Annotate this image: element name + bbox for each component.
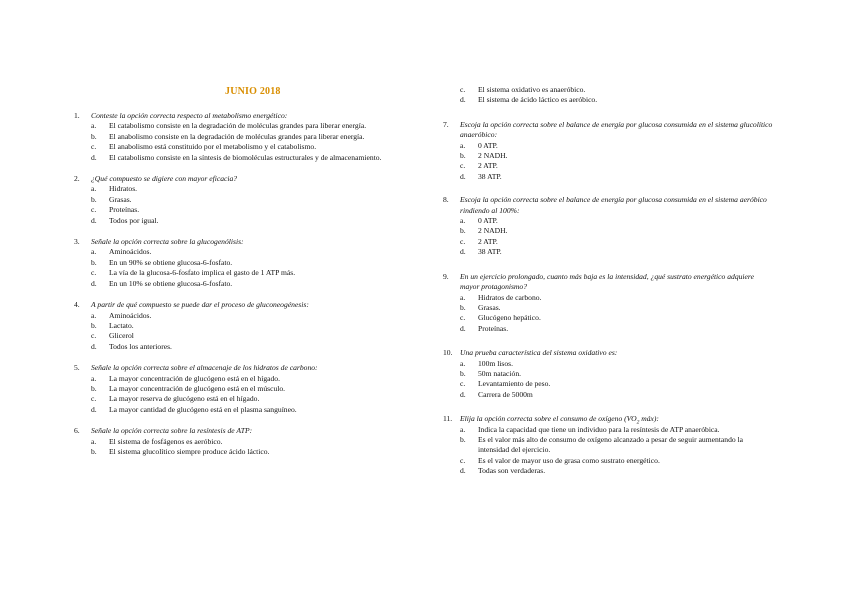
question-number: 11. (443, 414, 453, 424)
question-text: Conteste la opción correcta respecto al metabolismo energético: (91, 111, 288, 120)
option-text: El catabolismo consiste en la degradación de moléculas grandes para liberar energía. (109, 121, 367, 131)
option-text: La mayor reserva de glucógeno está en el hígado. (109, 394, 260, 404)
option-text: Lactato. (109, 320, 134, 330)
option-c (74, 331, 402, 341)
question-6-continued (443, 85, 773, 106)
option-letter: c. (460, 236, 466, 246)
option-text: Proteínas. (109, 205, 140, 215)
option-b (443, 226, 773, 236)
option-text: Todas son verdaderas. (478, 466, 546, 476)
option-letter: d. (460, 389, 466, 399)
question-number: 6. (74, 426, 80, 436)
option-letter: c. (91, 268, 97, 278)
option-b (443, 435, 773, 456)
option-d (443, 247, 773, 257)
option-letter: a. (91, 373, 97, 383)
option-text: 38 ATP. (478, 247, 502, 257)
option-letter: a. (460, 424, 466, 434)
option-letter: c. (91, 331, 97, 341)
option-text: Hidratos de carbono. (478, 292, 542, 302)
option-letter: b. (91, 320, 97, 330)
option-letter: a. (460, 216, 466, 226)
option-d (443, 324, 773, 334)
option-text: Indica la capacidad que tiene un individuo para la resíntesis de ATP anaeróbica. (478, 424, 720, 434)
option-a (443, 141, 773, 151)
option-letter: b. (460, 151, 466, 161)
question-4 (74, 300, 402, 352)
option-text: Todos los anteriores. (109, 341, 172, 351)
question-number: 7. (443, 119, 449, 129)
option-c (443, 313, 773, 323)
option-d (74, 342, 402, 352)
option-letter: b. (91, 446, 97, 456)
option-text: En un 10% se obtiene glucosa-6-fosfato. (109, 278, 233, 288)
option-text: Aminoácidos. (109, 247, 152, 257)
option-text: 2 ATP. (478, 161, 498, 171)
question-2 (74, 174, 402, 226)
option-d (74, 216, 402, 226)
option-letter: c. (91, 205, 97, 215)
option-text: El catabolismo consiste en la síntesis de biomoléculas estructurales y de almacenamiento. (109, 152, 382, 162)
option-letter: b. (460, 434, 466, 444)
option-text: Glicerol (109, 331, 134, 341)
right-column (443, 85, 773, 488)
option-text: Carrera de 5000m (478, 389, 533, 399)
option-b (74, 384, 402, 394)
option-text: Proteínas. (478, 323, 509, 333)
option-a (74, 311, 402, 321)
option-letter: a. (460, 358, 466, 368)
option-a (74, 247, 402, 257)
option-text: El anabolismo está constituido por el metabolismo y el catabolismo. (109, 142, 317, 152)
question-text: Elija la opción correcta sobre el consumo de oxígeno ($VO_2$ máx): (460, 414, 659, 426)
option-text: 2 ATP. (478, 236, 498, 246)
option-letter: b. (91, 257, 97, 267)
option-letter: c. (460, 161, 466, 171)
option-c (443, 379, 773, 389)
question-11 (443, 414, 773, 476)
option-text: Todos por igual. (109, 215, 159, 225)
option-b (74, 132, 402, 142)
option-letter: a. (91, 310, 97, 320)
question-text: A partir de qué compuesto se puede dar el proceso de gluconeogénesis: (91, 300, 309, 310)
option-letter: b. (91, 383, 97, 393)
option-text: Grasas. (109, 194, 132, 204)
question-5 (74, 363, 402, 415)
option-a (443, 359, 773, 369)
option-b (443, 303, 773, 313)
option-text: La vía de la glucosa-6-fosfato implica el gasto de 1 ATP más. (109, 268, 296, 278)
option-c (443, 456, 773, 466)
question-number: 10. (443, 348, 453, 358)
option-d (74, 153, 402, 163)
option-a (74, 374, 402, 384)
question-number: 1. (74, 111, 80, 120)
option-letter: d. (91, 215, 97, 225)
option-a (74, 184, 402, 194)
question-text: ¿Qué compuesto se digiere con mayor eficacia? (91, 174, 238, 184)
option-a (74, 437, 402, 447)
option-letter: a. (460, 140, 466, 150)
question-text: Escoja la opción correcta sobre el balance de energía por glucosa consumida en el sistema glucolítico anaeróbico: (460, 119, 773, 140)
option-letter: b. (91, 194, 97, 204)
question-text: Señale la opción correcta sobre la resíntesis de ATP: (91, 426, 253, 436)
option-letter: d. (460, 323, 466, 333)
option-c (74, 268, 402, 278)
question-1 (74, 111, 402, 163)
option-text: Levantamiento de peso. (478, 379, 551, 389)
option-letter: c. (460, 85, 466, 94)
option-text: 0 ATP. (478, 216, 498, 226)
question-9 (443, 272, 773, 334)
option-letter: d. (460, 247, 466, 257)
option-text: Grasas. (478, 302, 501, 312)
option-d (443, 95, 773, 105)
option-letter: d. (460, 95, 466, 105)
option-d (74, 279, 402, 289)
option-letter: a. (460, 292, 466, 302)
option-b (443, 369, 773, 379)
option-text: La mayor concentración de glucógeno está en el hígado. (109, 373, 281, 383)
question-text: En un ejercicio prolongado, cuanto más baja es la intensidad, ¿qué sustrato energético adquiere mayor protagonismo? (460, 271, 754, 292)
option-letter: d. (460, 466, 466, 476)
option-text: En un 90% se obtiene glucosa-6-fosfato. (109, 257, 233, 267)
option-letter: b. (91, 131, 97, 141)
option-letter: d. (460, 171, 466, 181)
option-text: El sistema oxidativo es anaeróbico. (478, 85, 586, 94)
question-text: Señale la opción correcta sobre la glucogenólisis: (91, 237, 244, 247)
option-b (74, 195, 402, 205)
option-letter: b. (460, 368, 466, 378)
option-d (443, 466, 773, 476)
option-d (443, 390, 773, 400)
page-title: JUNIO 2018 (225, 86, 281, 97)
question-7 (443, 120, 773, 182)
question-text: Señale la opción correcta sobre el almacenaje de los hidratos de carbono: (91, 363, 318, 373)
option-letter: a. (91, 247, 97, 257)
option-b (443, 151, 773, 161)
option-letter: a. (91, 121, 97, 131)
option-b (74, 258, 402, 268)
option-text: Hidratos. (109, 184, 138, 194)
option-text: El sistema de fosfágenos es aeróbico. (109, 436, 223, 446)
option-b (74, 447, 402, 457)
question-number: 3. (74, 237, 80, 247)
option-letter: b. (460, 302, 466, 312)
option-c (443, 237, 773, 247)
question-8 (443, 195, 773, 257)
option-c (443, 161, 773, 171)
option-text: 2 NADH. (478, 151, 508, 161)
question-text: Una prueba característica del sistema oxidativo es: (460, 348, 618, 358)
option-text: El anabolismo consiste en la degradación de moléculas grandes para liberar energía. (109, 131, 365, 141)
option-text: La mayor concentración de glucógeno está en el músculo. (109, 383, 286, 393)
option-letter: a. (91, 436, 97, 446)
option-c (443, 85, 773, 95)
option-letter: d. (91, 152, 97, 162)
question-3 (74, 237, 402, 289)
option-a (74, 121, 402, 131)
option-text: 38 ATP. (478, 171, 502, 181)
option-c (74, 394, 402, 404)
option-letter: c. (460, 455, 466, 465)
option-letter: c. (91, 394, 97, 404)
option-letter: a. (91, 184, 97, 194)
option-text: La mayor cantidad de glucógeno está en el plasma sanguíneo. (109, 404, 297, 414)
option-text: 100m lisos. (478, 358, 514, 368)
option-text: Es el valor más alto de consumo de oxígeno alcanzado a pesar de seguir aumentando la intensidad del ejercicio. (478, 434, 744, 455)
option-c (74, 142, 402, 152)
option-d (74, 405, 402, 415)
option-letter: d. (91, 278, 97, 288)
option-b (74, 321, 402, 331)
question-number: 8. (443, 195, 449, 205)
option-letter: d. (91, 341, 97, 351)
option-a (443, 425, 773, 435)
option-text: 50m natación. (478, 368, 522, 378)
option-letter: c. (91, 142, 97, 152)
option-text: 0 ATP. (478, 140, 498, 150)
option-a (443, 216, 773, 226)
option-text: El sistema de ácido láctico es aeróbico. (478, 95, 598, 105)
option-c (74, 205, 402, 215)
option-a (443, 293, 773, 303)
question-number: 9. (443, 271, 449, 281)
option-text: Es el valor de mayor uso de grasa como sustrato energético. (478, 455, 660, 465)
question-number: 2. (74, 174, 80, 184)
option-d (443, 172, 773, 182)
question-number: 4. (74, 300, 80, 310)
option-text: Aminoácidos. (109, 310, 152, 320)
option-letter: b. (460, 226, 466, 236)
option-letter: c. (460, 379, 466, 389)
question-10 (443, 348, 773, 400)
left-column (74, 111, 402, 468)
question-text: Escoja la opción correcta sobre el balance de energía por glucosa consumida en el sistema aeróbico rindiendo al 100%: (460, 195, 767, 215)
question-number: 5. (74, 363, 80, 373)
option-letter: c. (460, 313, 466, 323)
option-letter: d. (91, 404, 97, 414)
option-text: Glucógeno hepático. (478, 313, 541, 323)
question-6 (74, 426, 402, 457)
option-text: 2 NADH. (478, 226, 508, 236)
option-text: El sistema glucolítico siempre produce ácido láctico. (109, 446, 270, 456)
